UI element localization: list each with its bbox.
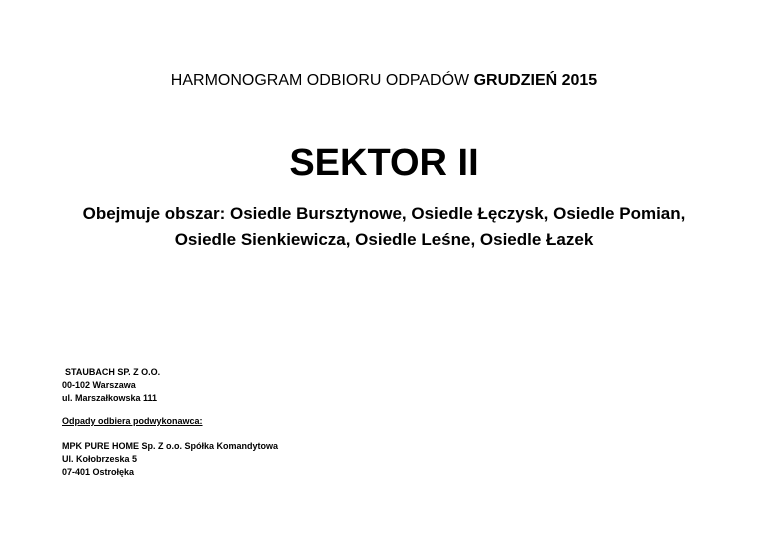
sector-title: SEKTOR II	[289, 142, 479, 184]
contact-block	[62, 366, 382, 479]
company-name: STAUBACH SP. Z O.O.	[65, 367, 161, 377]
company-details	[62, 366, 382, 405]
coverage-area-line-2: Osiedle Sienkiewicza, Osiedle Leśne, Osiedle Łazek	[174, 230, 594, 249]
schedule-header	[0, 71, 768, 91]
subcontractor-street: Ul. Kołobrzeska 5	[62, 454, 138, 464]
schedule-header-prefix: HARMONOGRAM ODBIORU ODPADÓW	[170, 72, 474, 89]
subcontractor-name: MPK PURE HOME Sp. Z o.o. Spółka Komandytowa	[62, 441, 279, 451]
coverage-area	[40, 201, 728, 253]
subcontractor-heading: Odpady odbiera podwykonawca:	[62, 416, 203, 426]
subcontractor-details	[62, 440, 382, 479]
company-street: ul. Marszałkowska 111	[62, 393, 158, 403]
schedule-month: GRUDZIEŃ 2015	[473, 72, 598, 89]
coverage-area-line-1: Obejmuje obszar: Osiedle Bursztynowe, Osiedle Łęczysk, Osiedle Pomian,	[82, 204, 686, 223]
subcontractor-postal-city: 07-401 Ostrołęka	[62, 467, 135, 477]
company-postal-city: 00-102 Warszawa	[62, 380, 136, 390]
